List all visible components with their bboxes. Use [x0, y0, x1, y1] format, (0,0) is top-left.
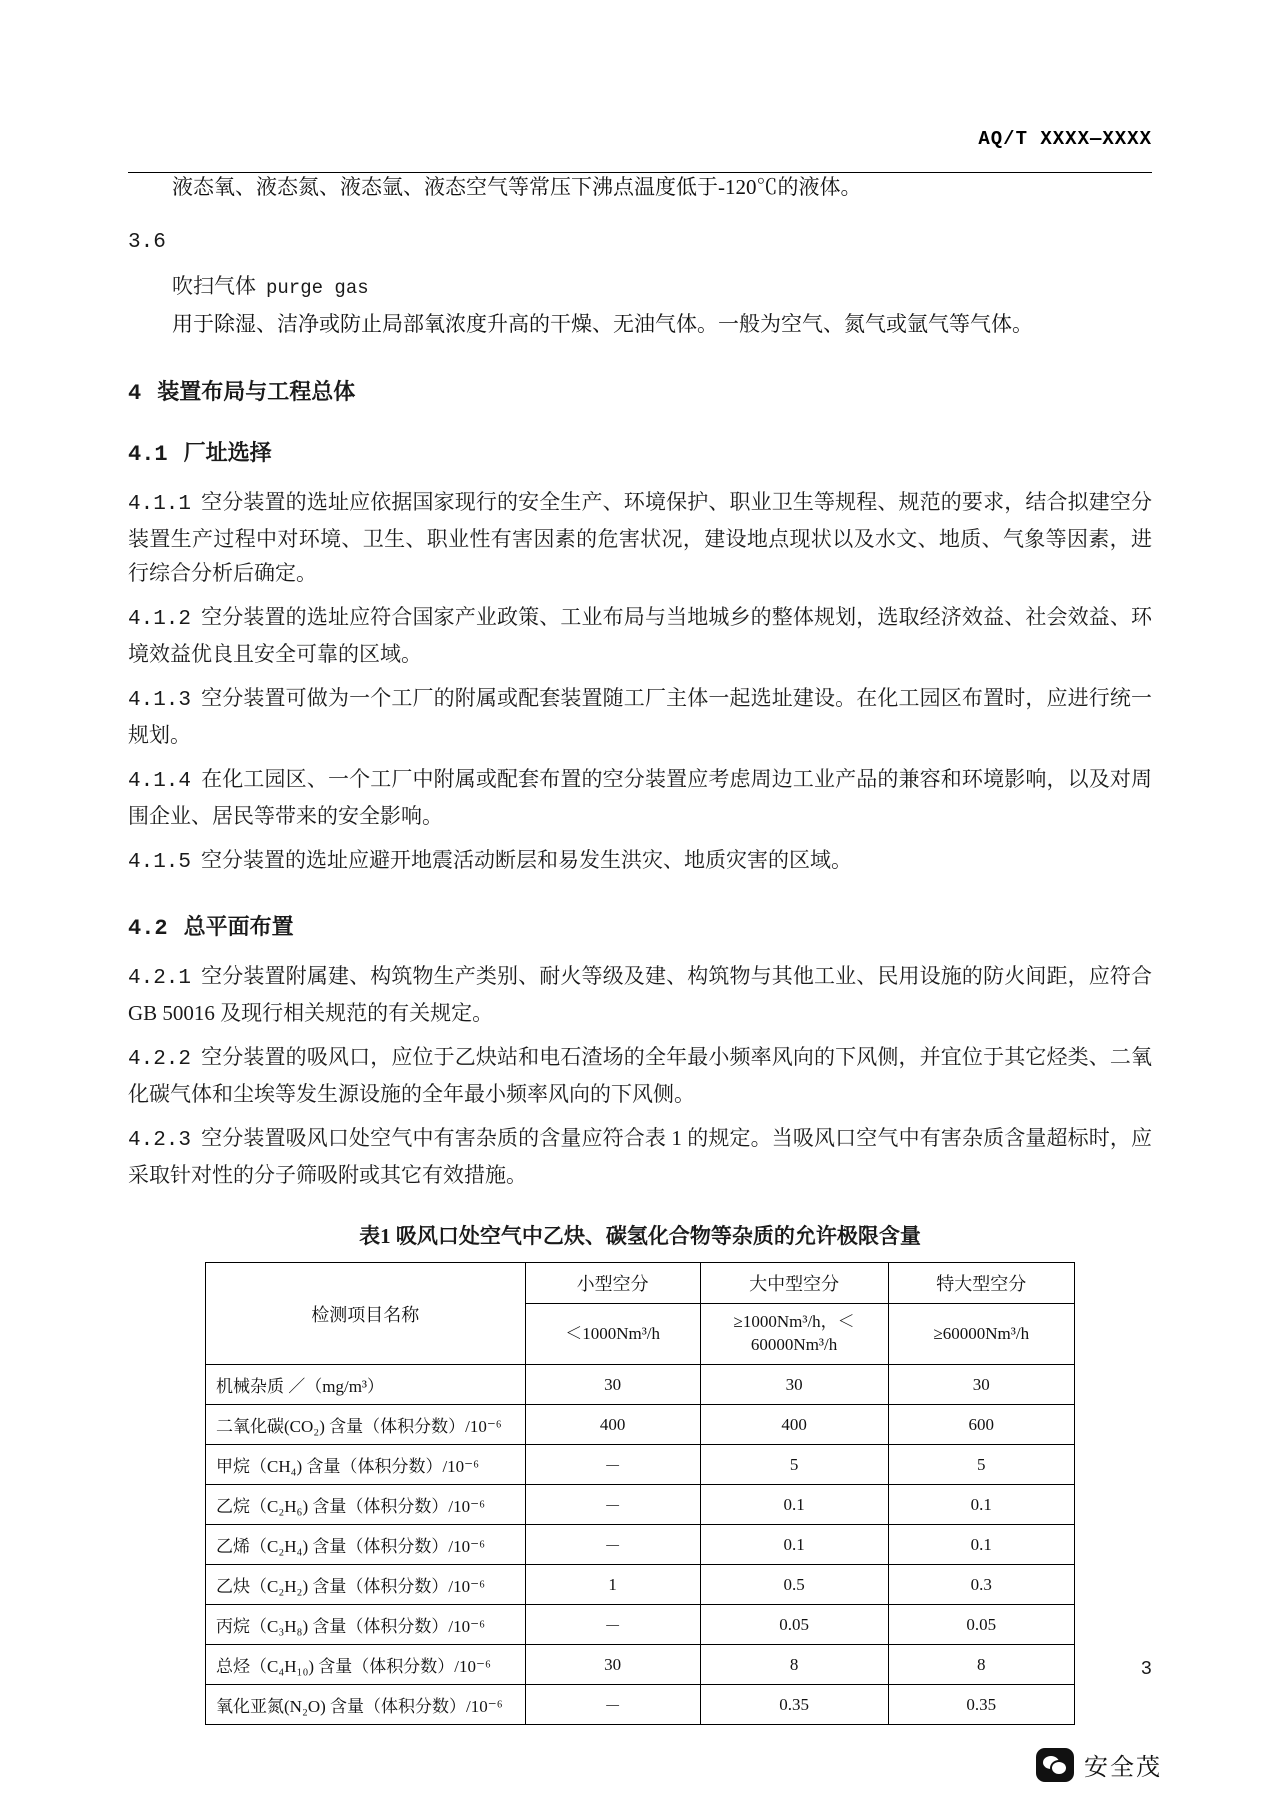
- clause-text: 空分装置的选址应符合国家产业政策、工业布局与当地城乡的整体规划，选取经济效益、社会效益、环境效益优良且安全可靠的区域。: [128, 605, 1152, 667]
- row-large-value: 5: [888, 1445, 1074, 1485]
- clause-text: 空分装置附属建、构筑物生产类别、耐火等级及建、构筑物与其他工业、民用设施的防火间距，应符合 GB 50016 及现行相关规范的有关规定。: [128, 964, 1152, 1026]
- header-small-plant-range: ＜1000Nm³/h: [525, 1304, 700, 1365]
- clause-number: 4.1.4: [128, 770, 192, 794]
- row-small-value: 30: [525, 1365, 700, 1405]
- row-large-value: 30: [888, 1365, 1074, 1405]
- row-small-value: －: [525, 1445, 700, 1485]
- clause-4-1-4: [128, 762, 1152, 833]
- section-4-number: 4: [128, 381, 142, 407]
- table-head: [206, 1263, 1075, 1365]
- clause-4-2-2: [128, 1040, 1152, 1111]
- section-4-1-title: 厂址选择: [183, 440, 272, 466]
- row-small-value: －: [525, 1685, 700, 1725]
- header-small-plant: 小型空分: [525, 1263, 700, 1304]
- section-4-2-number: 4.2: [128, 916, 168, 942]
- table-row: [206, 1645, 1075, 1685]
- table-row: [206, 1445, 1075, 1485]
- row-item-name: 机械杂质 ／（mg/m³）: [206, 1365, 526, 1405]
- clause-text: 空分装置的选址应依据国家现行的安全生产、环境保护、职业卫生等规程、规范的要求，结合拟建空分装置生产过程中对环境、卫生、职业性有害因素的危害状况，建设地点现状以及水文、地质、气象等因素，进行综合分析后确定。: [128, 490, 1152, 586]
- table-row: [206, 1485, 1075, 1525]
- section-4-2-title: 总平面布置: [183, 914, 294, 940]
- clause-number: 4.1.2: [128, 608, 192, 632]
- row-item-name: 甲烷（CH₄) 含量（体积分数）/10⁻⁶: [206, 1445, 526, 1485]
- clause-4-2-1: [128, 959, 1152, 1030]
- row-large-value: 0.1: [888, 1485, 1074, 1525]
- table-row: [206, 1565, 1075, 1605]
- clause-4-1-2: [128, 600, 1152, 671]
- table-row: [206, 1365, 1075, 1405]
- table-row: [206, 1605, 1075, 1645]
- table-row: [206, 1525, 1075, 1565]
- row-medium-value: 30: [700, 1365, 888, 1405]
- row-large-value: 0.3: [888, 1565, 1074, 1605]
- row-small-value: －: [525, 1605, 700, 1645]
- clause-number: 4.2.2: [128, 1048, 192, 1072]
- clause-number: 4.1.1: [128, 493, 192, 517]
- row-large-value: 0.1: [888, 1525, 1074, 1565]
- row-medium-value: 0.35: [700, 1685, 888, 1725]
- term-heading: [128, 270, 1152, 304]
- row-item-name: 氧化亚氮(N₂O) 含量（体积分数）/10⁻⁶: [206, 1685, 526, 1725]
- standard-code-header: AQ/T XXXX—XXXX: [978, 128, 1152, 150]
- clause-text: 空分装置的选址应避开地震活动断层和易发生洪灾、地质灾害的区域。: [201, 848, 853, 873]
- row-large-value: 0.35: [888, 1685, 1074, 1725]
- clause-text: 空分装置吸风口处空气中有害杂质的含量应符合表 1 的规定。当吸风口空气中有害杂质含量超标时，应采取针对性的分子筛吸附或其它有效措施。: [128, 1126, 1152, 1188]
- clause-text: 在化工园区、一个工厂中附属或配套布置的空分装置应考虑周边工业产品的兼容和环境影响，以及对周围企业、居民等带来的安全影响。: [128, 767, 1152, 829]
- clause-number: 4.1.5: [128, 851, 192, 875]
- table-1-caption: 表1 吸风口处空气中乙炔、碳氢化合物等杂质的允许极限含量: [359, 1224, 921, 1249]
- section-4-1-heading: [128, 436, 1152, 467]
- row-medium-value: 5: [700, 1445, 888, 1485]
- row-item-name: 二氧化碳(CO₂) 含量（体积分数）/10⁻⁶: [206, 1405, 526, 1445]
- header-medium-plant-range: ≥1000Nm³/h，＜60000Nm³/h: [700, 1304, 888, 1365]
- clause-number: 4.2.3: [128, 1129, 192, 1153]
- lead-definition: 液态氧、液态氮、液态氩、液态空气等常压下沸点温度低于-120℃的液体。: [172, 175, 862, 199]
- term-name-cn: 吹扫气体: [172, 273, 256, 298]
- row-item-name: 乙烷（C₂H₆) 含量（体积分数）/10⁻⁶: [206, 1485, 526, 1525]
- row-small-value: 400: [525, 1405, 700, 1445]
- row-medium-value: 8: [700, 1645, 888, 1685]
- row-medium-value: 0.5: [700, 1565, 888, 1605]
- section-4-1-number: 4.1: [128, 442, 168, 468]
- watermark: [1036, 1747, 1162, 1782]
- clause-text: 空分装置的吸风口，应位于乙炔站和电石渣场的全年最小频率风向的下风侧，并宜位于其它烃类、二氧化碳气体和尘埃等发生源设施的全年最小频率风向的下风侧。: [128, 1045, 1152, 1107]
- clause-number: 4.2.1: [128, 967, 192, 991]
- term-number: 3.6: [128, 231, 166, 255]
- clause-4-1-1: [128, 485, 1152, 590]
- section-4-title: 装置布局与工程总体: [157, 379, 356, 405]
- section-4-2-heading: [128, 910, 1152, 941]
- row-medium-value: 0.05: [700, 1605, 888, 1645]
- table-row: [206, 1685, 1075, 1725]
- row-item-name: 乙烯（C₂H₄) 含量（体积分数）/10⁻⁶: [206, 1525, 526, 1565]
- impurity-limits-table: [205, 1262, 1075, 1725]
- term-definition: 用于除湿、洁净或防止局部氧浓度升高的干燥、无油气体。一般为空气、氮气或氩气等气体。: [172, 312, 1033, 337]
- table-header-row-1: [206, 1263, 1075, 1304]
- row-small-value: 1: [525, 1565, 700, 1605]
- wechat-icon: [1036, 1748, 1074, 1782]
- clause-4-1-3: [128, 681, 1152, 752]
- clause-number: 4.1.3: [128, 689, 192, 713]
- header-large-plant: 特大型空分: [888, 1263, 1074, 1304]
- row-small-value: －: [525, 1485, 700, 1525]
- clause-4-1-5: [128, 843, 1152, 880]
- term-name-en: purge gas: [266, 276, 369, 299]
- clause-4-2-3: [128, 1121, 1152, 1192]
- header-large-plant-range: ≥60000Nm³/h: [888, 1304, 1074, 1365]
- row-large-value: 600: [888, 1405, 1074, 1445]
- row-medium-value: 0.1: [700, 1485, 888, 1525]
- row-small-value: －: [525, 1525, 700, 1565]
- page-number: 3: [1140, 1658, 1152, 1680]
- row-small-value: 30: [525, 1645, 700, 1685]
- row-item-name: 丙烷（C₃H₈) 含量（体积分数）/10⁻⁶: [206, 1605, 526, 1645]
- header-medium-plant: 大中型空分: [700, 1263, 888, 1304]
- document-body: [128, 170, 1152, 1725]
- table-row: [206, 1405, 1075, 1445]
- header-item-name: 检测项目名称: [206, 1263, 526, 1365]
- row-item-name: 乙炔（C₂H₂) 含量（体积分数）/10⁻⁶: [206, 1565, 526, 1605]
- table-body: [206, 1365, 1075, 1725]
- row-medium-value: 0.1: [700, 1525, 888, 1565]
- row-large-value: 0.05: [888, 1605, 1074, 1645]
- row-medium-value: 400: [700, 1405, 888, 1445]
- row-large-value: 8: [888, 1645, 1074, 1685]
- row-item-name: 总烃（C₄H₁₀) 含量（体积分数）/10⁻⁶: [206, 1645, 526, 1685]
- section-4-heading: [128, 375, 1152, 406]
- watermark-label: 安全茂: [1084, 1755, 1162, 1781]
- clause-text: 空分装置可做为一个工厂的附属或配套装置随工厂主体一起选址建设。在化工园区布置时，应进行统一规划。: [128, 686, 1152, 748]
